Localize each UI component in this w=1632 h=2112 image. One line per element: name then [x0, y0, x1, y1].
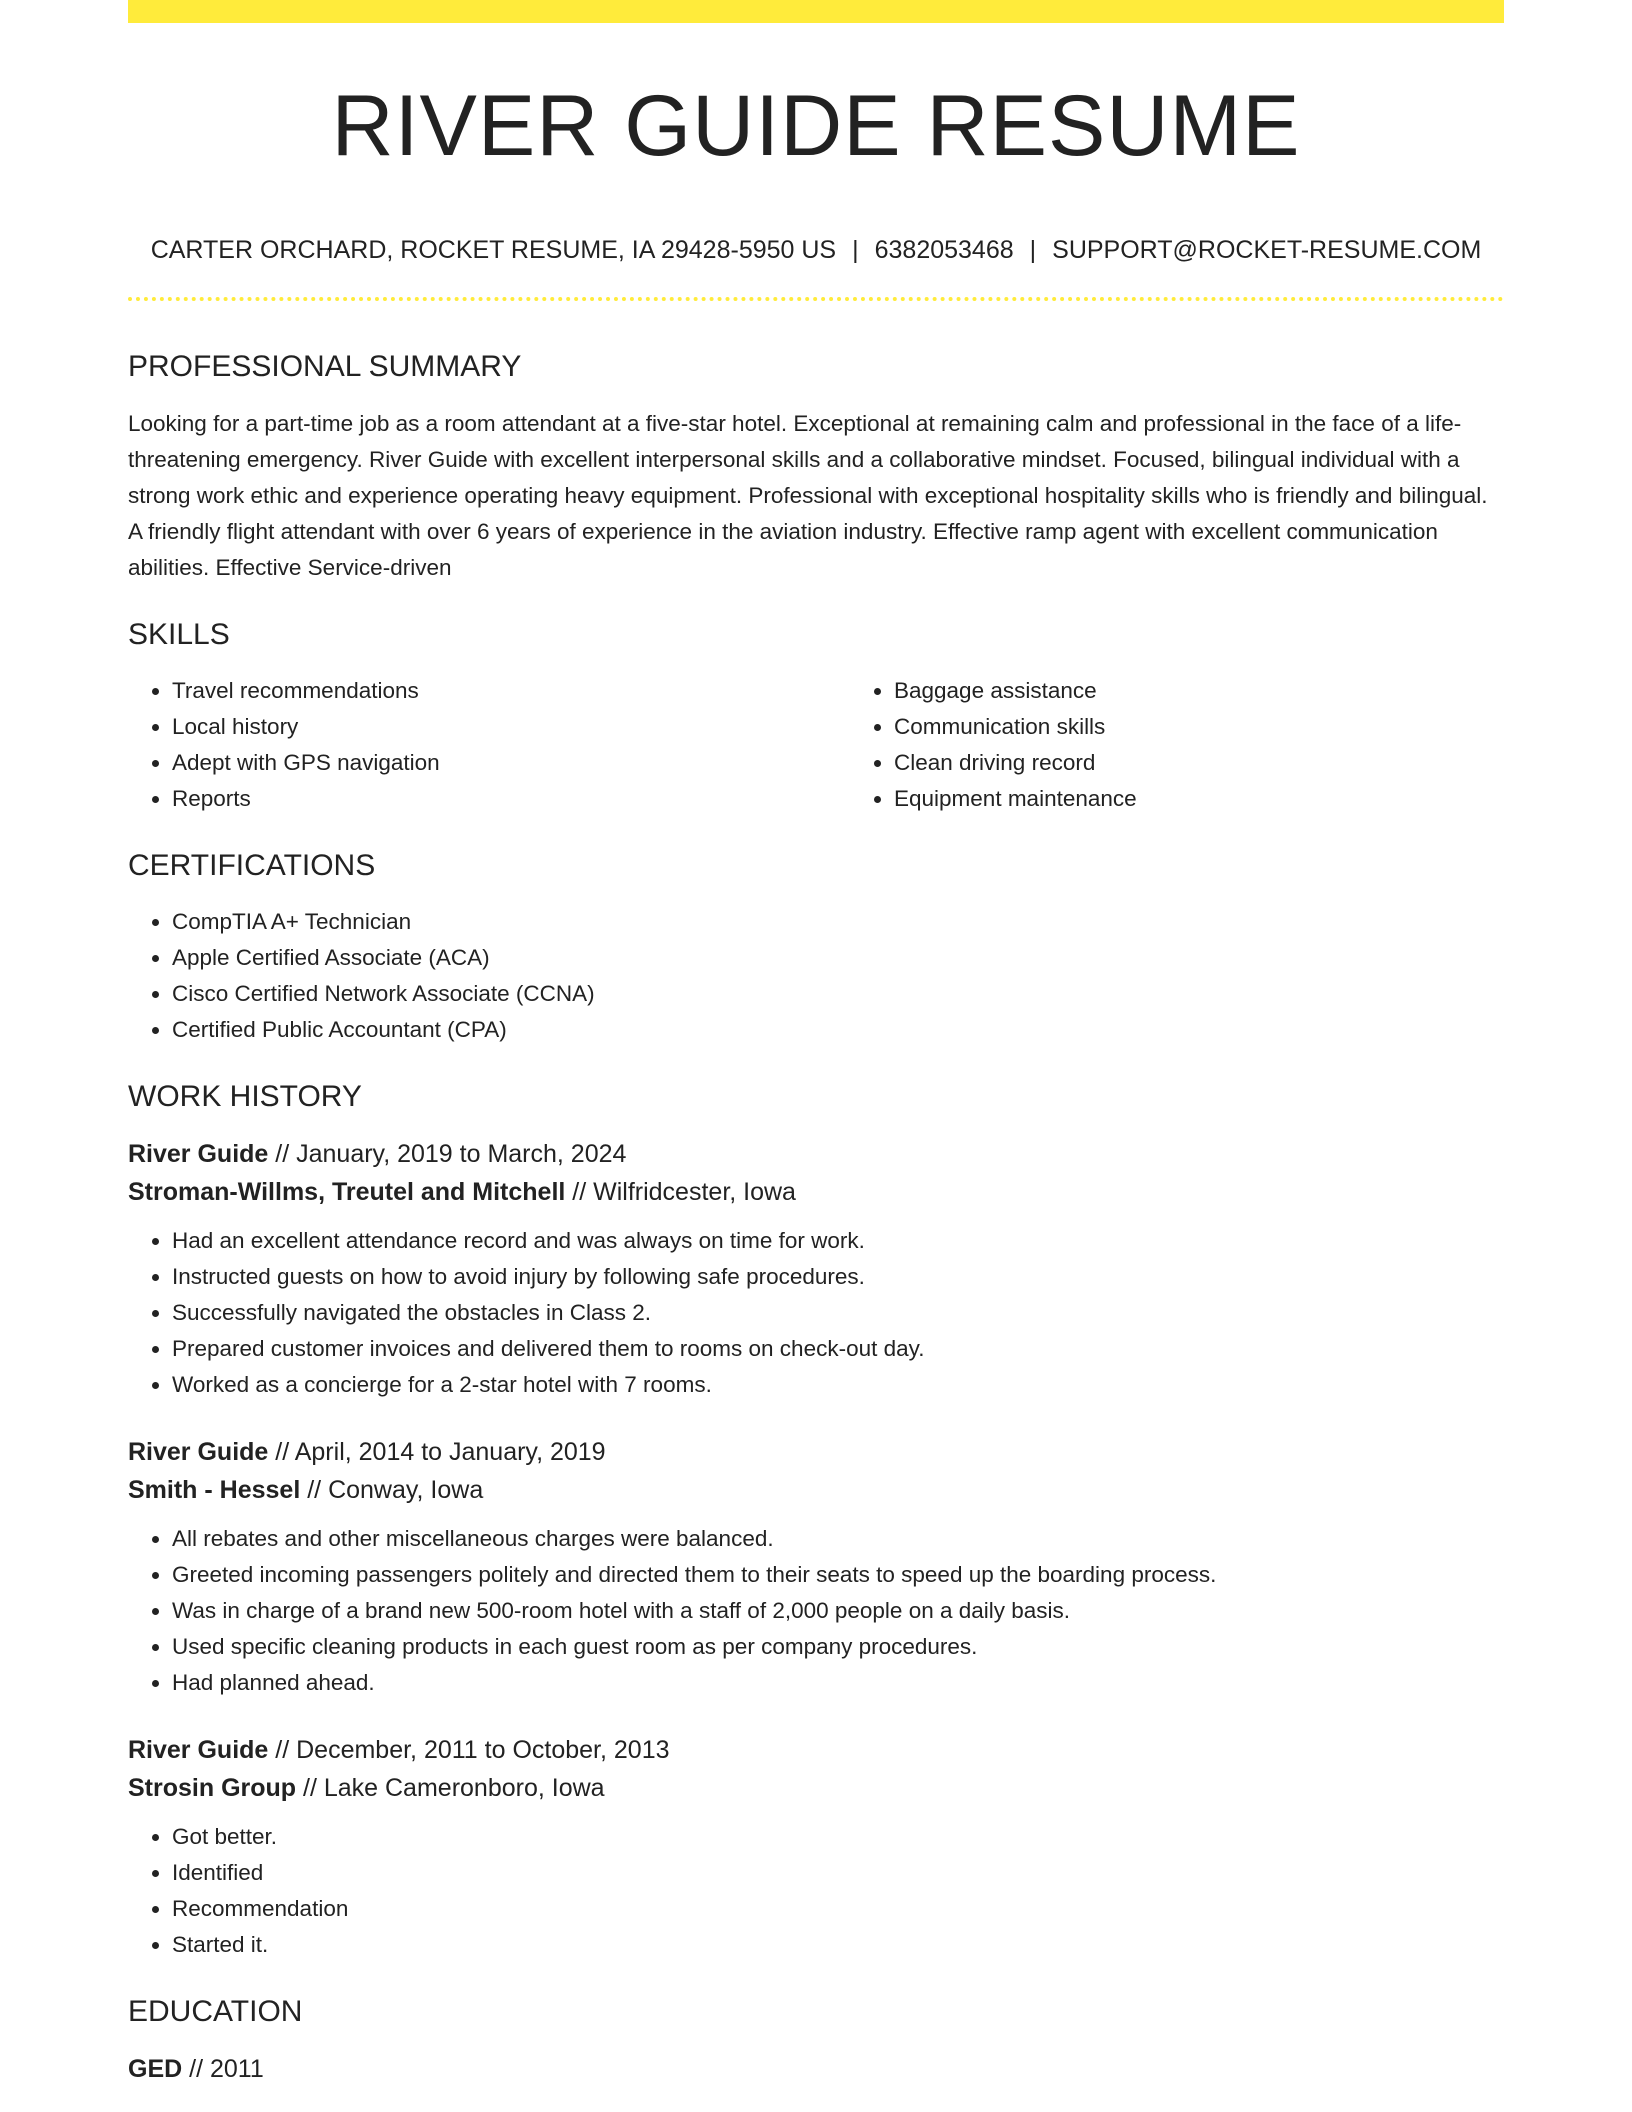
job-title: River Guide	[128, 1438, 269, 1466]
skill-item: • Travel recommendations	[172, 673, 850, 709]
summary-heading: PROFESSIONAL SUMMARY	[128, 350, 522, 383]
job-duty-item: • Had an excellent attendance record and was always on time for work.	[172, 1223, 1504, 1259]
job-location: // Lake Cameronboro, Iowa	[296, 1774, 605, 1802]
job-title-line	[128, 1433, 1504, 1471]
job-duty-item: • Was in charge of a brand new 500-room hotel with a staff of 2,000 people on a daily basis.	[172, 1593, 1504, 1629]
education-year: // 2011	[182, 2055, 264, 2083]
job-title: River Guide	[128, 1736, 269, 1764]
certifications-heading: CERTIFICATIONS	[128, 849, 376, 882]
job-title-line	[128, 1731, 1504, 1769]
resume-title: RIVER GUIDE RESUME	[331, 78, 1301, 174]
skill-item: • Communication skills	[894, 709, 1572, 745]
summary-text: Looking for a part-time job as a room attendant at a five-star hotel. Exceptional at remaining calm and professional in the face of a life-threatening emergency. River Guide with excellent interpersonal skills and a collaborative mindset. Focused, bilingual individual with a strong work ethic and experience operating heavy equipment. Professional with exceptional hospitality skills who is friendly and bilingual. A friendly flight attendant with over 6 years of experience in the aviation industry. Effective ramp agent with excellent communication abilities. Effective Service-driven	[128, 411, 1488, 580]
certification-item: • Cisco Certified Network Associate (CCNA)	[172, 976, 1504, 1012]
work-history-heading: WORK HISTORY	[128, 1080, 362, 1113]
job-entry	[128, 1433, 1504, 1701]
skill-item: • Clean driving record	[894, 745, 1572, 781]
header-divider	[128, 297, 1504, 301]
contact-separator: |	[852, 236, 859, 264]
education-entry	[128, 2050, 1504, 2088]
job-duty-item: • Worked as a concierge for a 2-star hotel with 7 rooms.	[172, 1367, 1504, 1403]
job-company-line	[128, 1471, 1504, 1509]
skills-column-left	[128, 673, 850, 817]
skill-item: • Adept with GPS navigation	[172, 745, 850, 781]
job-dates: // January, 2019 to March, 2024	[268, 1140, 627, 1168]
contact-separator: |	[1029, 236, 1037, 264]
contact-line	[128, 238, 1504, 263]
job-duty-item: • All rebates and other miscellaneous charges were balanced.	[172, 1521, 1504, 1557]
certification-item: • CompTIA A+ Technician	[172, 904, 1504, 940]
job-duty-item: • Greeted incoming passengers politely and directed them to their seats to speed up the boarding process.	[172, 1557, 1504, 1593]
job-company: Stroman-Willms, Treutel and Mitchell	[128, 1178, 566, 1206]
certification-item: • Apple Certified Associate (ACA)	[172, 940, 1504, 976]
certification-item: • Certified Public Accountant (CPA)	[172, 1012, 1504, 1048]
education-degree: GED	[128, 2055, 183, 2083]
job-duty-item: • Used specific cleaning products in each guest room as per company procedures.	[172, 1629, 1504, 1665]
job-duty-item: • Instructed guests on how to avoid injury by following safe procedures.	[172, 1259, 1504, 1295]
top-accent-bar	[128, 0, 1504, 23]
skill-item: • Local history	[172, 709, 850, 745]
job-company-line	[128, 1173, 1504, 1211]
skills-column-right	[850, 673, 1572, 817]
job-dates: // December, 2011 to October, 2013	[268, 1736, 670, 1764]
job-duties-list	[128, 1521, 1504, 1701]
job-dates: // April, 2014 to January, 2019	[268, 1438, 606, 1466]
job-duties-list	[128, 1819, 1504, 1963]
job-title-line	[128, 1135, 1504, 1173]
job-duty-item: • Recommendation	[172, 1891, 1504, 1927]
skills-heading: SKILLS	[128, 618, 230, 651]
certifications-list	[128, 904, 1504, 1048]
contact-email[interactable]: SUPPORT@ROCKET-RESUME.COM	[1052, 236, 1482, 264]
skill-item: • Equipment maintenance	[894, 781, 1572, 817]
job-company: Strosin Group	[128, 1774, 297, 1802]
job-title: River Guide	[128, 1140, 269, 1168]
skill-item: • Baggage assistance	[894, 673, 1572, 709]
job-company: Smith - Hessel	[128, 1476, 301, 1504]
job-duty-item: • Identified	[172, 1855, 1504, 1891]
education-heading: EDUCATION	[128, 1995, 303, 2028]
job-company-line	[128, 1769, 1504, 1807]
job-duty-item: • Got better.	[172, 1819, 1504, 1855]
job-duty-item: • Started it.	[172, 1927, 1504, 1963]
job-duty-item: • Prepared customer invoices and delivered them to rooms on check-out day.	[172, 1331, 1504, 1367]
job-duty-item: • Successfully navigated the obstacles in Class 2.	[172, 1295, 1504, 1331]
job-entry	[128, 1135, 1504, 1403]
contact-phone[interactable]: 6382053468	[874, 236, 1014, 264]
job-duty-item: • Had planned ahead.	[172, 1665, 1504, 1701]
skill-item: • Reports	[172, 781, 850, 817]
contact-address: CARTER ORCHARD, ROCKET RESUME, IA 29428-5950 US	[150, 236, 837, 264]
job-location: // Conway, Iowa	[300, 1476, 484, 1504]
skills-list	[128, 673, 1504, 817]
resume-page	[128, 0, 1504, 2088]
job-entry	[128, 1731, 1504, 1963]
job-location: // Wilfridcester, Iowa	[565, 1178, 796, 1206]
job-duties-list	[128, 1223, 1504, 1403]
